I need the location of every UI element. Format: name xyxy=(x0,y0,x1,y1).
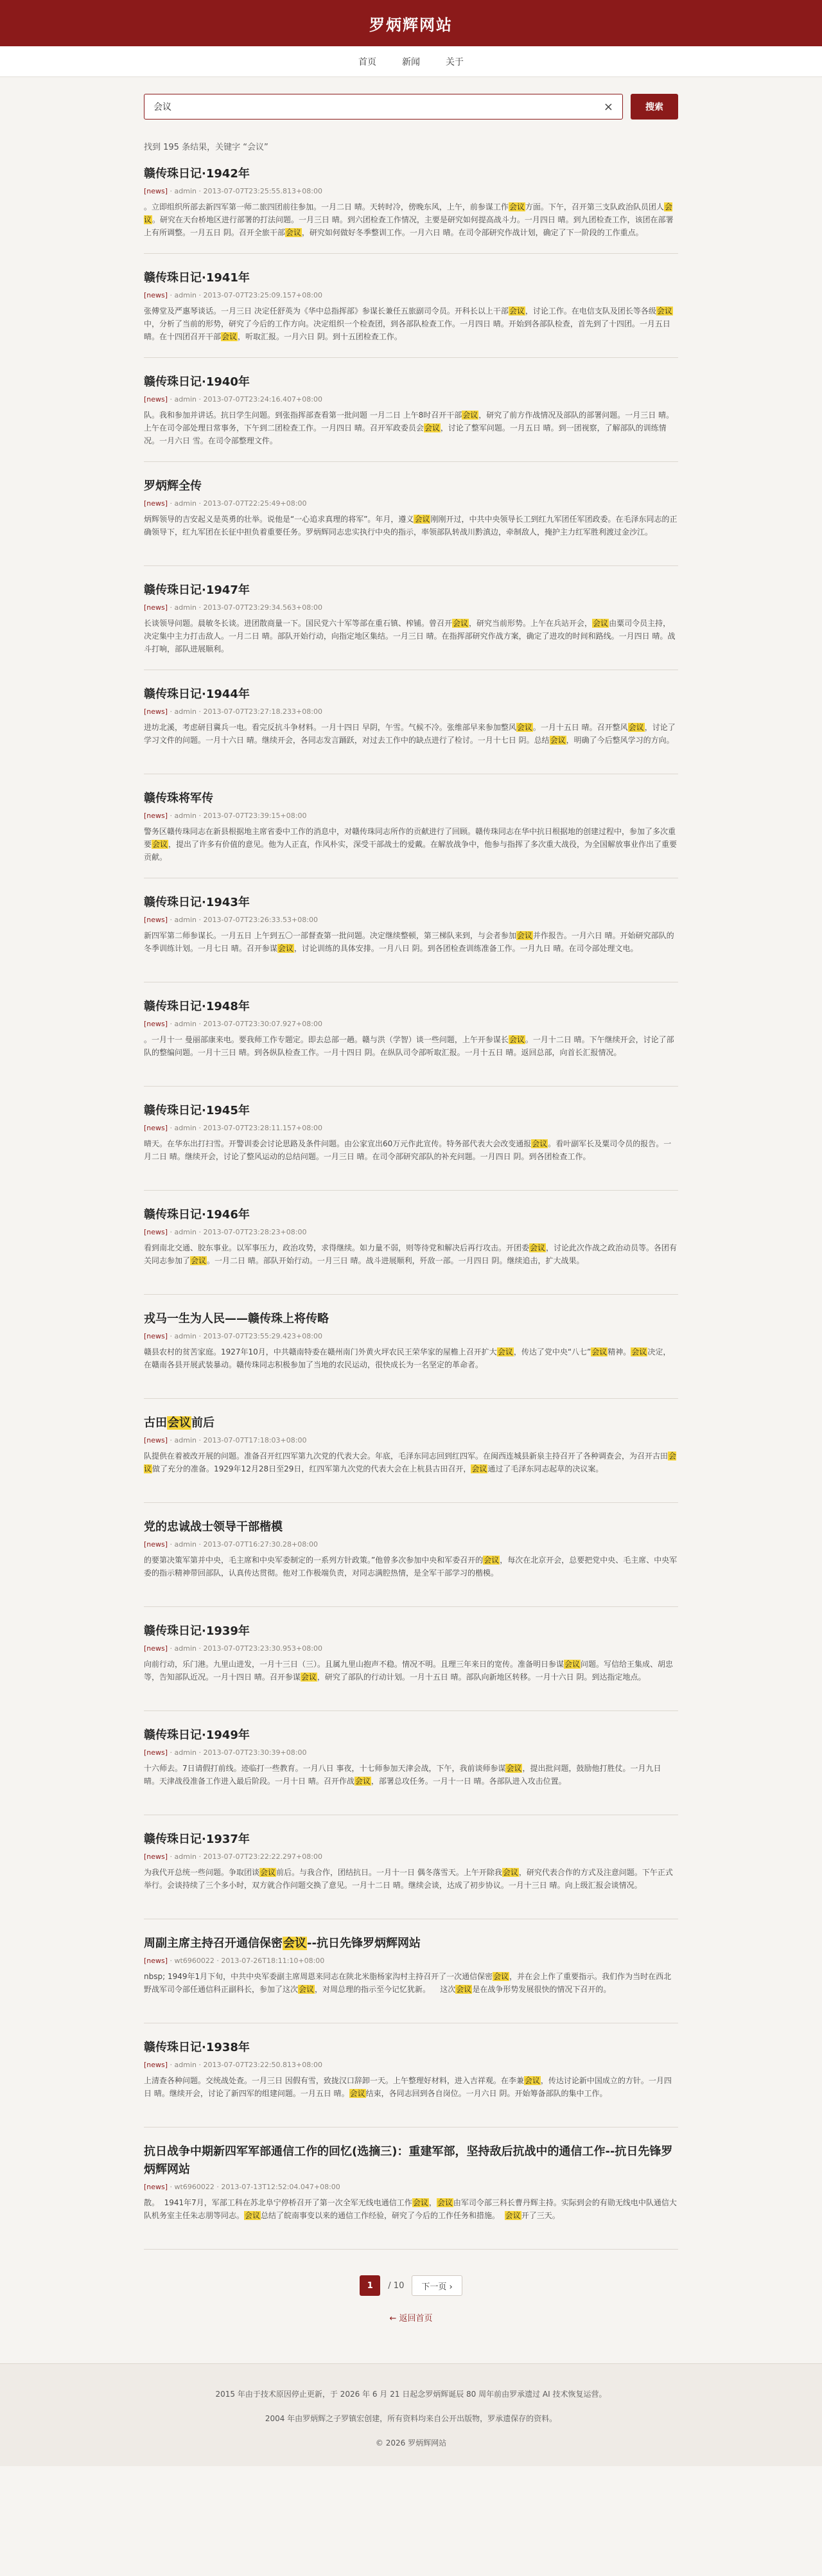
result-meta: [news] · admin · 2013-07-07T16:27:30.28+08:00 xyxy=(144,1540,318,1549)
keyword-highlight: 会议 xyxy=(222,332,238,341)
result-meta: [news] · admin · 2013-07-07T23:28:23+08:00 xyxy=(144,1228,307,1236)
result-excerpt: 警务区赣传珠同志在新县根据地主席省委中工作的消息中，对赣传珠同志所作的贡献进行了回顾。赣传珠同志在华中抗日根据地的创建过程中，参加了多次重要会议，提出了许多有价值的意见。他为人正直，作风朴实，深受干部战士的爱戴。在解放战争中，他参与指挥了多次重大战役，为全国解放事业作出了重要贡献。 xyxy=(144,827,678,862)
result-meta: [news] · admin · 2013-07-07T23:27:18.233+08:00 xyxy=(144,707,322,716)
result-item xyxy=(144,1607,678,1711)
result-meta: [news] · admin · 2013-07-07T23:23:30.953+08:00 xyxy=(144,1644,322,1653)
result-category[interactable]: [news] xyxy=(144,1020,168,1028)
search-box xyxy=(144,94,623,120)
result-category[interactable]: [news] xyxy=(144,603,168,612)
result-item xyxy=(144,1295,678,1399)
keyword-highlight: 会议 xyxy=(414,515,430,524)
keyword-highlight: 会议 xyxy=(354,1777,371,1786)
keyword-highlight: 会议 xyxy=(516,723,532,732)
result-meta: [news] · admin · 2013-07-07T23:24:16.407+08:00 xyxy=(144,395,322,404)
keyword-highlight: 会议 xyxy=(471,1464,487,1473)
result-title-link[interactable]: 罗炳辉全传 xyxy=(144,479,202,493)
keyword-highlight: 会议 xyxy=(591,1347,608,1356)
result-item xyxy=(144,670,678,774)
top-nav xyxy=(0,46,822,77)
result-title-link[interactable]: 赣传珠日记·1944年 xyxy=(144,688,250,701)
nav-news[interactable]: 新闻 xyxy=(402,57,420,67)
result-excerpt: 队。我和参加并讲话。抗日学生问题。到张指挥部查看第一批问题 一月二日 上午8时召开干部会议，研究了前方作战情况及部队的部署问题。一月三日 晴。上午在司令部处理日常事务，下午到二团检查工作。一月四日 晴。召开军政委员会会议，讨论了整军问题。一月五日 晴。到一团视察，了解部队的训练情况。一月六日 雪。在司令部整理文件。 xyxy=(144,411,674,445)
keyword-highlight: 会议 xyxy=(453,619,469,628)
result-excerpt: 向前行动，乐门港。九里山进发，一月十三日（三）。且属九里山抱声不稳。情况不明。且理三年来日的宽传。准备明日参谋会议问题。写信给王集成、胡忠等，告知部队近况。一月十四日 晴。召开参谋会议，研究了部队的行动计划。一月十五日 晴。部队向新地区转移。一月十六日 阴。到达指定地点。 xyxy=(144,1660,674,1682)
back-home-link[interactable]: ← 返回首页 xyxy=(389,2314,433,2323)
site-title[interactable]: 罗炳辉网站 xyxy=(369,15,453,34)
result-excerpt: 晴天。在华东出打扫雪。开警训委会讨论思路及条件问题。由公家宣出60万元作此宣传。特务部代表大会改变通报会议。看叶副军长及粟司令员的报告。一月二日 晴。继续开会，讨论了整风运动的总结问题。一月三日 晴。在司令部研究部队的补充问题。一月四日 阴。到各团检查工作。 xyxy=(144,1139,672,1161)
keyword-highlight: 会议 xyxy=(260,1868,276,1877)
result-meta: [news] · admin · 2013-07-07T23:25:55.813+08:00 xyxy=(144,187,322,195)
result-title-link[interactable]: 周副主席主持召开通信保密会议--抗日先锋罗炳辉网站 xyxy=(144,1937,421,1950)
result-title-link[interactable]: 赣传珠日记·1948年 xyxy=(144,1000,250,1013)
next-page-button[interactable]: 下一页 › xyxy=(412,2275,462,2296)
result-title-link[interactable]: 抗日战争中期新四军军部通信工作的回忆(选摘三)：重建军部，坚持敌后抗战中的通信工作--抗日先锋罗炳辉网站 xyxy=(144,2145,673,2176)
result-category[interactable]: [news] xyxy=(144,707,168,716)
result-meta: [news] · admin · 2013-07-07T23:22:22.297+08:00 xyxy=(144,1852,322,1861)
result-category[interactable]: [news] xyxy=(144,1957,168,1965)
result-excerpt: 的要第决策军第并中央，毛主席和中央军委制定的一系列方针政策。”他曾多次参加中央和军委召开的会议，每次在北京开会，总要把党中央、毛主席、中央军委的指示精神带回部队，认真传达贯彻。他对工作极端负责，对同志满腔热情，是全军干部学习的楷模。 xyxy=(144,1556,678,1577)
result-item xyxy=(144,163,678,254)
keyword-highlight: 会议 xyxy=(509,306,525,315)
result-excerpt: 散。 1941年7月，军部工科在苏北阜宁停桥召开了第一次全军无线电通信工作会议，会议由军司令部三科长曹丹辉主持。实际到会的有勋无线电中队通信大队机务室主任朱志朋等同志。会议总结了皖南事变以来的通信工作经验，研究了今后的工作任务和措施。 会议开了三天。 xyxy=(144,2198,677,2220)
result-excerpt: 上清查各种问题。交统战处查。一月三日 因假有雪，致拢汉口辞卸一天。上午整理好材料，进入吉祥观。在李兼会议，传达讨论新中国成立的方针。一月四日 晴。继续开会，讨论了新四军的组建问题。一月五日 晴。会议结束，各同志回到各自岗位。一月六日 阴。开始筹备部队的集中工作。 xyxy=(144,2076,672,2098)
keyword-highlight: 会议 xyxy=(144,202,672,224)
result-meta: [news] · wt6960022 · 2013-07-26T18:11:10+08:00 xyxy=(144,1957,325,1965)
keyword-highlight: 会议 xyxy=(593,619,609,628)
result-excerpt: 队提供在着被改开展的问题。准备召开红四军第九次党的代表大会。年底，毛泽东同志回到红四军。在闽西连城县新泉主持召开了各种调查会，为召开古田会议做了充分的准备。1929年12月28日至29日，红四军第九次党的代表大会在上杭县古田召开，会议通过了毛泽东同志起草的决议案。 xyxy=(144,1452,677,1473)
result-meta: [news] · admin · 2013-07-07T22:25:49+08:00 xyxy=(144,499,307,508)
result-item xyxy=(144,254,678,358)
nav-about[interactable]: 关于 xyxy=(446,57,464,67)
result-excerpt: 进坊北溪，考虑研目冀兵一电。看完反抗斗争材料。一月十四日 早阴，午雪。气候不冷。张维部早来参加整风会议。一月十五日 晴。召开整风会议，讨论了学习文件的问题。一月十六日 晴。继续开会，各同志发言踊跃，对过去工作中的缺点进行了检讨。一月十七日 阴。总结会议，明确了今后整风学习的方向。 xyxy=(144,723,676,745)
result-excerpt: 长谈领导问题。晨敏冬长谈。进团散商量一下。国民党六十军等部在重石镇、榨铺。曾召开会议，研究当前形势。上午在兵站开会，会议由粟司令员主持，决定集中主力打击敌人。一月二日 晴。部队开始行动，向指定地区集结。一月三日 晴。在指挥部研究作战方案，确定了进攻的时间和路线。一月四日 晴。战斗打响，部队进展顺利。 xyxy=(144,619,676,653)
result-excerpt: 赣县农村的贫苦家庭。1927年10月，中共赣南特委在赣州南门外黄火坪农民王荣华家的屋檐上召开扩大会议，传达了党中央“八七”会议精神。会议决定，在赣南各县开展武装暴动。赣传珠同志积极参加了当地的农民运动，很快成长为一名坚定的革命者。 xyxy=(144,1347,671,1369)
result-item xyxy=(144,1503,678,1607)
result-item xyxy=(144,878,678,982)
result-category[interactable]: [news] xyxy=(144,1540,168,1549)
footer-line-2: 2004 年由罗炳辉之子罗镇宏创建，所有资料均来自公开出版物，罗承遗保存的资料。 xyxy=(265,2414,557,2423)
keyword-highlight: 会议 xyxy=(245,2211,261,2220)
nav-home[interactable]: 首页 xyxy=(358,57,376,67)
keyword-highlight: 会议 xyxy=(550,736,566,745)
keyword-highlight: 会议 xyxy=(437,2198,453,2207)
clear-icon[interactable]: × xyxy=(603,100,613,114)
keyword-highlight: 会议 xyxy=(299,1985,315,1994)
result-excerpt: 十六师去。7日请假打前线。迹临打一些教育。一月八日 事夜，十七师参加天津会战，下午，我前谈师参谋会议，提出批问题，鼓励他打胜仗。一月九日 晴。天津战役准备工作进入最后阶段。一月十日 晴。召开作战会议，部署总攻任务。一月十一日 晴。各部队进入攻击位置。 xyxy=(144,1764,661,1786)
result-item xyxy=(144,982,678,1087)
result-title-link[interactable]: 赣传珠日记·1946年 xyxy=(144,1208,250,1221)
search-input[interactable] xyxy=(153,102,604,112)
keyword-highlight: 会议 xyxy=(285,228,301,237)
keyword-highlight: 会议 xyxy=(456,1985,472,1994)
result-item xyxy=(144,358,678,462)
pagination xyxy=(144,2275,678,2296)
result-title-link[interactable]: 党的忠诚战士领导干部楷模 xyxy=(144,1520,283,1534)
keyword-highlight: 会议 xyxy=(656,306,672,315)
result-category[interactable]: [news] xyxy=(144,291,168,299)
result-category[interactable]: [news] xyxy=(144,499,168,508)
result-excerpt: 新四军第二师参谋长。一月五日 上午到五〇一部督查第一批问题。决定继续整顿，第三梯队来到，与会者参加会议并作报告。一月六日 晴。开始研究部队的冬季训练计划。一月七日 晴。召开参谋会议，讨论训练的具体安排。一月八日 阴。到各团检查训练准备工作。一月九日 晴。在司令部处理文电。 xyxy=(144,931,674,953)
result-item xyxy=(144,1191,678,1295)
result-item xyxy=(144,2023,678,2127)
result-item xyxy=(144,566,678,670)
result-category[interactable]: [news] xyxy=(144,395,168,404)
keyword-highlight: 会议 xyxy=(191,1256,207,1265)
result-category[interactable]: [news] xyxy=(144,1228,168,1236)
keyword-highlight: 会议 xyxy=(532,1139,548,1148)
result-category[interactable]: [news] xyxy=(144,2183,168,2191)
result-title-link[interactable]: 赣传珠日记·1937年 xyxy=(144,1833,250,1846)
result-category[interactable]: [news] xyxy=(144,1852,168,1861)
result-category[interactable]: [news] xyxy=(144,1124,168,1132)
result-title-link[interactable]: 赣传珠日记·1940年 xyxy=(144,375,250,389)
site-footer xyxy=(0,2363,822,2466)
result-item xyxy=(144,2127,678,2250)
footer-line-1: 2015 年由于技术原因停止更新，于 2026 年 6 月 21 日起念罗炳辉诞辰 80 周年前由罗承遗过 AI 技术恢复运营。 xyxy=(215,2390,607,2399)
result-meta: [news] · admin · 2013-07-07T17:18:03+08:00 xyxy=(144,1436,307,1444)
result-list xyxy=(144,163,678,2250)
keyword-highlight: 会议 xyxy=(152,840,168,849)
page-total: / 10 xyxy=(388,2280,405,2291)
result-meta: [news] · admin · 2013-07-07T23:22:50.813+08:00 xyxy=(144,2061,322,2069)
result-item xyxy=(144,1399,678,1503)
result-category[interactable]: [news] xyxy=(144,1332,168,1340)
result-excerpt: 炳辉领导的吉安起义是英勇的壮举。说他是“一心追求真理的将军”。年月，遵义会议刚刚开过，中共中央领导长工到红九军团任军团政委。在毛泽东同志的正确领导下，红九军团在长征中担负着重要任务。罗炳辉同志忠实执行中央的指示，率领部队转战川黔滇边，牵制敌人，掩护主力红军胜利渡过金沙江。 xyxy=(144,515,678,537)
result-excerpt: 看到南北交通、胶东事业。以军事压力，政治攻势，求得继续。如力量不弱，则等待党和解决后再行攻击。开团委会议，讨论此次作战之政治动员等。各团有关同志参加了会议。一月二日 晴。部队开始行动。一月三日 晴。战斗进展顺利，歼敌一部。一月四日 阴。继续追击，扩大战果。 xyxy=(144,1243,678,1265)
keyword-highlight: 会议 xyxy=(502,1868,518,1877)
footer-copyright: © 2026 罗炳辉网站 xyxy=(375,2438,447,2447)
result-item xyxy=(144,774,678,878)
keyword-highlight: 会议 xyxy=(524,2076,540,2085)
result-meta: [news] · admin · 2013-07-07T23:30:39+08:00 xyxy=(144,1748,307,1757)
result-category[interactable]: [news] xyxy=(144,916,168,924)
keyword-highlight: 会议 xyxy=(301,1673,317,1682)
result-item xyxy=(144,1919,678,2023)
keyword-highlight: 会议 xyxy=(530,1243,546,1252)
keyword-highlight: 会议 xyxy=(283,1937,306,1950)
result-meta: [news] · admin · 2013-07-07T23:25:09.157+08:00 xyxy=(144,291,322,299)
result-item xyxy=(144,462,678,566)
result-item xyxy=(144,1711,678,1815)
result-excerpt: 。立即组织所部去新四军第一师二旅四团前往参加。一月二日 晴。天转时冷，傍晚东风，上午，前参谋工作会议方面。下午，召开第三支队政治队员团人会议。研究在天台桥地区进行部署的打法问题。一月三日 晴。到六团检查工作情况，主要是研究如何提高战斗力。一月四日 晴。到九团检查工作，该团在部署上有所调整。一月五日 阴。召开全旅干部会议，研究如何做好冬季整训工作。一月六日 晴。在司令部研究作战计划，确定了下一阶段的工作重点。 xyxy=(144,202,674,237)
result-title-link[interactable]: 赣传珠日记·1942年 xyxy=(144,167,250,181)
result-excerpt: nbsp; 1949年1月下旬，中共中央军委副主席周恩来同志在陕北米脂杨家沟村主持召开了一次通信保密会议，并在会上作了重要指示。我们作为当时在西北野战军司令部任通信科正副科长，参加了这次会议，对周总理的指示至今记忆犹新。 这次会议是在战争形势发展很快的情况下召开的。 xyxy=(144,1972,672,1994)
result-item xyxy=(144,1815,678,1919)
keyword-highlight: 会议 xyxy=(493,1972,509,1981)
keyword-highlight: 会议 xyxy=(505,2211,521,2220)
result-title-link[interactable]: 戎马一生为人民——赣传珠上将传略 xyxy=(144,1312,329,1326)
keyword-highlight: 会议 xyxy=(412,2198,428,2207)
keyword-highlight: 会议 xyxy=(516,931,532,940)
result-title-link[interactable]: 赣传珠日记·1943年 xyxy=(144,896,250,909)
result-title-link[interactable]: 赣传珠日记·1938年 xyxy=(144,2041,250,2054)
keyword-highlight: 会议 xyxy=(484,1556,500,1565)
keyword-highlight: 会议 xyxy=(509,1035,525,1044)
result-meta: [news] · admin · 2013-07-07T23:28:11.157+08:00 xyxy=(144,1124,322,1132)
keyword-highlight: 会议 xyxy=(462,411,478,420)
search-button[interactable]: 搜索 xyxy=(631,94,678,120)
result-excerpt: 为我代开总统一些问题。争取团谈会议前后。与我合作，团结抗日。一月十一日 偶冬落雪天。上午开除我会议，研究代表合作的方式及注意问题。下午正式举行。会谈持续了三个多小时，双方就合作问题交换了意见。一月十二日 晴。继续会谈，达成了初步协议。一月十三日 晴。向上级汇报会谈情况。 xyxy=(144,1868,673,1890)
result-category[interactable]: [news] xyxy=(144,1748,168,1757)
page-current-button[interactable]: 1 xyxy=(360,2275,380,2296)
result-category[interactable]: [news] xyxy=(144,2061,168,2069)
result-meta: [news] · admin · 2013-07-07T23:55:29.423+08:00 xyxy=(144,1332,322,1340)
result-category[interactable]: [news] xyxy=(144,187,168,195)
keyword-highlight: 会议 xyxy=(424,423,440,432)
keyword-highlight: 会议 xyxy=(277,944,293,953)
result-title-link[interactable]: 赣传珠日记·1941年 xyxy=(144,271,250,285)
search-bar xyxy=(144,94,678,120)
result-meta: [news] · admin · 2013-07-07T23:30:07.927+08:00 xyxy=(144,1020,322,1028)
keyword-highlight: 会议 xyxy=(349,2089,365,2098)
result-title-link[interactable]: 赣传珠将军传 xyxy=(144,792,213,805)
result-category[interactable]: [news] xyxy=(144,1436,168,1444)
keyword-highlight: 会议 xyxy=(144,1452,677,1473)
result-title-link[interactable]: 赣传珠日记·1945年 xyxy=(144,1104,250,1117)
result-title-link[interactable]: 古田会议前后 xyxy=(144,1416,214,1430)
keyword-highlight: 会议 xyxy=(497,1347,513,1356)
main-content xyxy=(144,77,678,2323)
result-category[interactable]: [news] xyxy=(144,1644,168,1653)
keyword-highlight: 会议 xyxy=(506,1764,522,1773)
result-count: 找到 195 条结果，关键字 “会议” xyxy=(144,143,268,152)
result-meta: [news] · admin · 2013-07-07T23:39:15+08:00 xyxy=(144,812,307,820)
keyword-highlight: 会议 xyxy=(168,1416,191,1430)
result-title-link[interactable]: 赣传珠日记·1949年 xyxy=(144,1728,250,1742)
result-title-link[interactable]: 赣传珠日记·1947年 xyxy=(144,583,250,597)
result-item xyxy=(144,1087,678,1191)
keyword-highlight: 会议 xyxy=(631,1347,647,1356)
keyword-highlight: 会议 xyxy=(509,202,525,211)
result-category[interactable]: [news] xyxy=(144,812,168,820)
keyword-highlight: 会议 xyxy=(564,1660,581,1669)
site-header xyxy=(0,0,822,46)
result-excerpt: 张傅堂及严惠琴谈话。一月三日 决定任舒英为《华中总指挥部》参谋长兼任五旅副司令员。开科长以上干部会议，讨论工作。在电信支队及团长等各级会议中，分析了当前的形势，研究了今后的工作方向。决定组织一个检查团，到各部队检查工作。一月四日 晴。开始到各部队检查，首先到了十四团。一月五日 晴。在十四团召开干部会议，听取汇报。一月六日 阴。到十五团检查工作。 xyxy=(144,306,672,341)
result-meta: [news] · admin · 2013-07-07T23:29:34.563+08:00 xyxy=(144,603,322,612)
result-meta: [news] · admin · 2013-07-07T23:26:33.53+08:00 xyxy=(144,916,318,924)
result-title-link[interactable]: 赣传珠日记·1939年 xyxy=(144,1624,250,1638)
keyword-highlight: 会议 xyxy=(628,723,644,732)
result-excerpt: 。一月十一 曼丽部康来电。要我师工作专题定。即去总部一趟。赣与洪（学智）谈一些问题，上午开参谋长会议。一月十二日 晴。下午继续开会，讨论了部队的整编问题。一月十三日 晴。到各纵队检查工作。一月十四日 阴。在纵队司令部听取汇报。一月十五日 晴。返回总部，向首长汇报情况。 xyxy=(144,1035,674,1057)
result-meta: [news] · wt6960022 · 2013-07-13T12:52:04.047+08:00 xyxy=(144,2183,340,2191)
